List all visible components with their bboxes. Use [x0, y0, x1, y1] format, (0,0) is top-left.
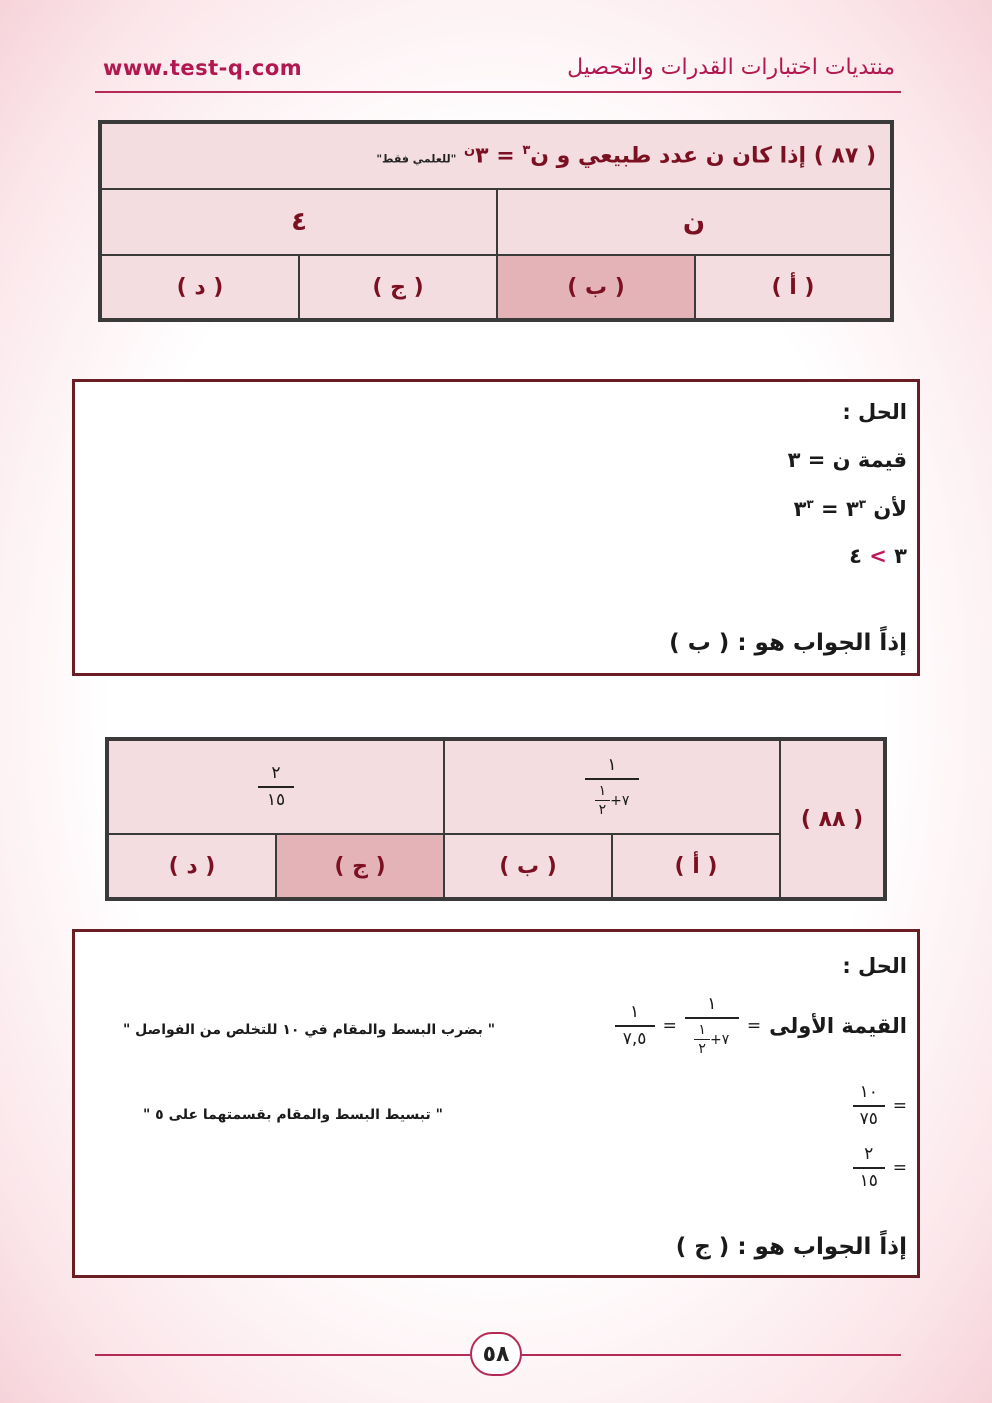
option-c-correct[interactable]: ( ج ): [276, 834, 444, 898]
question-87-row: [101, 123, 891, 189]
option-b[interactable]: ( ب ): [444, 834, 612, 898]
column-a-value: ن: [497, 189, 891, 255]
solution-88-note1: " بضرب البسط والمقام في ١٠ للتخلص من الفواصل ": [123, 1022, 496, 1038]
footer-rule-left: [95, 1354, 470, 1356]
solution-88-line2: = $\frac{١٠}{٧٥}$: [853, 1084, 907, 1128]
question-87-eq: = ٣: [475, 143, 515, 169]
column-a-value: ١ $\frac{١}{٢}$ +٧: [444, 740, 780, 834]
header-divider: [95, 91, 901, 93]
option-d[interactable]: ( د ): [108, 834, 276, 898]
question-87-text: إذا كان ن عدد طبيعي و ن: [530, 143, 807, 169]
solution-88-line1: القيمة الأولى = ١ $\frac{١}{٢}$ +٧ = $\frac{١}{٧,٥}$: [615, 996, 907, 1056]
option-a[interactable]: ( أ ): [695, 255, 891, 319]
solution-87-box: [72, 379, 920, 676]
question-87-exp3: ٣: [522, 143, 531, 159]
solution-88-answer: إذاً الجواب هو : ( ج ): [675, 1234, 907, 1260]
footer-rule-right: [522, 1354, 901, 1356]
solution-88-line3: = $\frac{٢}{١٥}$: [853, 1146, 907, 1190]
option-c[interactable]: ( ج ): [299, 255, 497, 319]
solution-87-heading: الحل :: [842, 400, 907, 424]
column-b-value: $\frac{٢}{١٥}$: [108, 740, 444, 834]
solution-88-note2: " تبسيط البسط والمقام بقسمتهما على ٥ ": [143, 1107, 443, 1123]
question-88-table: [105, 737, 887, 901]
solution-87-line1: قيمة ن = ٣: [787, 448, 907, 472]
option-a[interactable]: ( أ ): [612, 834, 780, 898]
option-b-correct[interactable]: ( ب ): [497, 255, 695, 319]
question-87-note: "للعلمي فقط": [376, 152, 457, 166]
solution-87-line2: لأن $٣^٣$ = $٣^٣$: [793, 497, 907, 521]
forum-title: منتديات اختبارات القدرات والتحصيل: [567, 55, 895, 80]
question-87-expn: ن: [464, 143, 476, 159]
column-b-value: ٤: [101, 189, 497, 255]
solution-88-heading: الحل :: [842, 954, 907, 978]
solution-87-answer: إذاً الجواب هو : ( ب ): [669, 630, 907, 656]
solution-88-box: [72, 929, 920, 1278]
question-87-number: ( ٨٧ ): [813, 143, 876, 169]
option-d[interactable]: ( د ): [101, 255, 299, 319]
question-87-table: [98, 120, 894, 322]
solution-87-line3: ٣ > ٤: [849, 544, 907, 568]
question-88-number: ( ٨٨ ): [780, 740, 884, 898]
site-url[interactable]: www.test-q.com: [103, 56, 303, 80]
page-number: ٥٨: [470, 1332, 522, 1376]
